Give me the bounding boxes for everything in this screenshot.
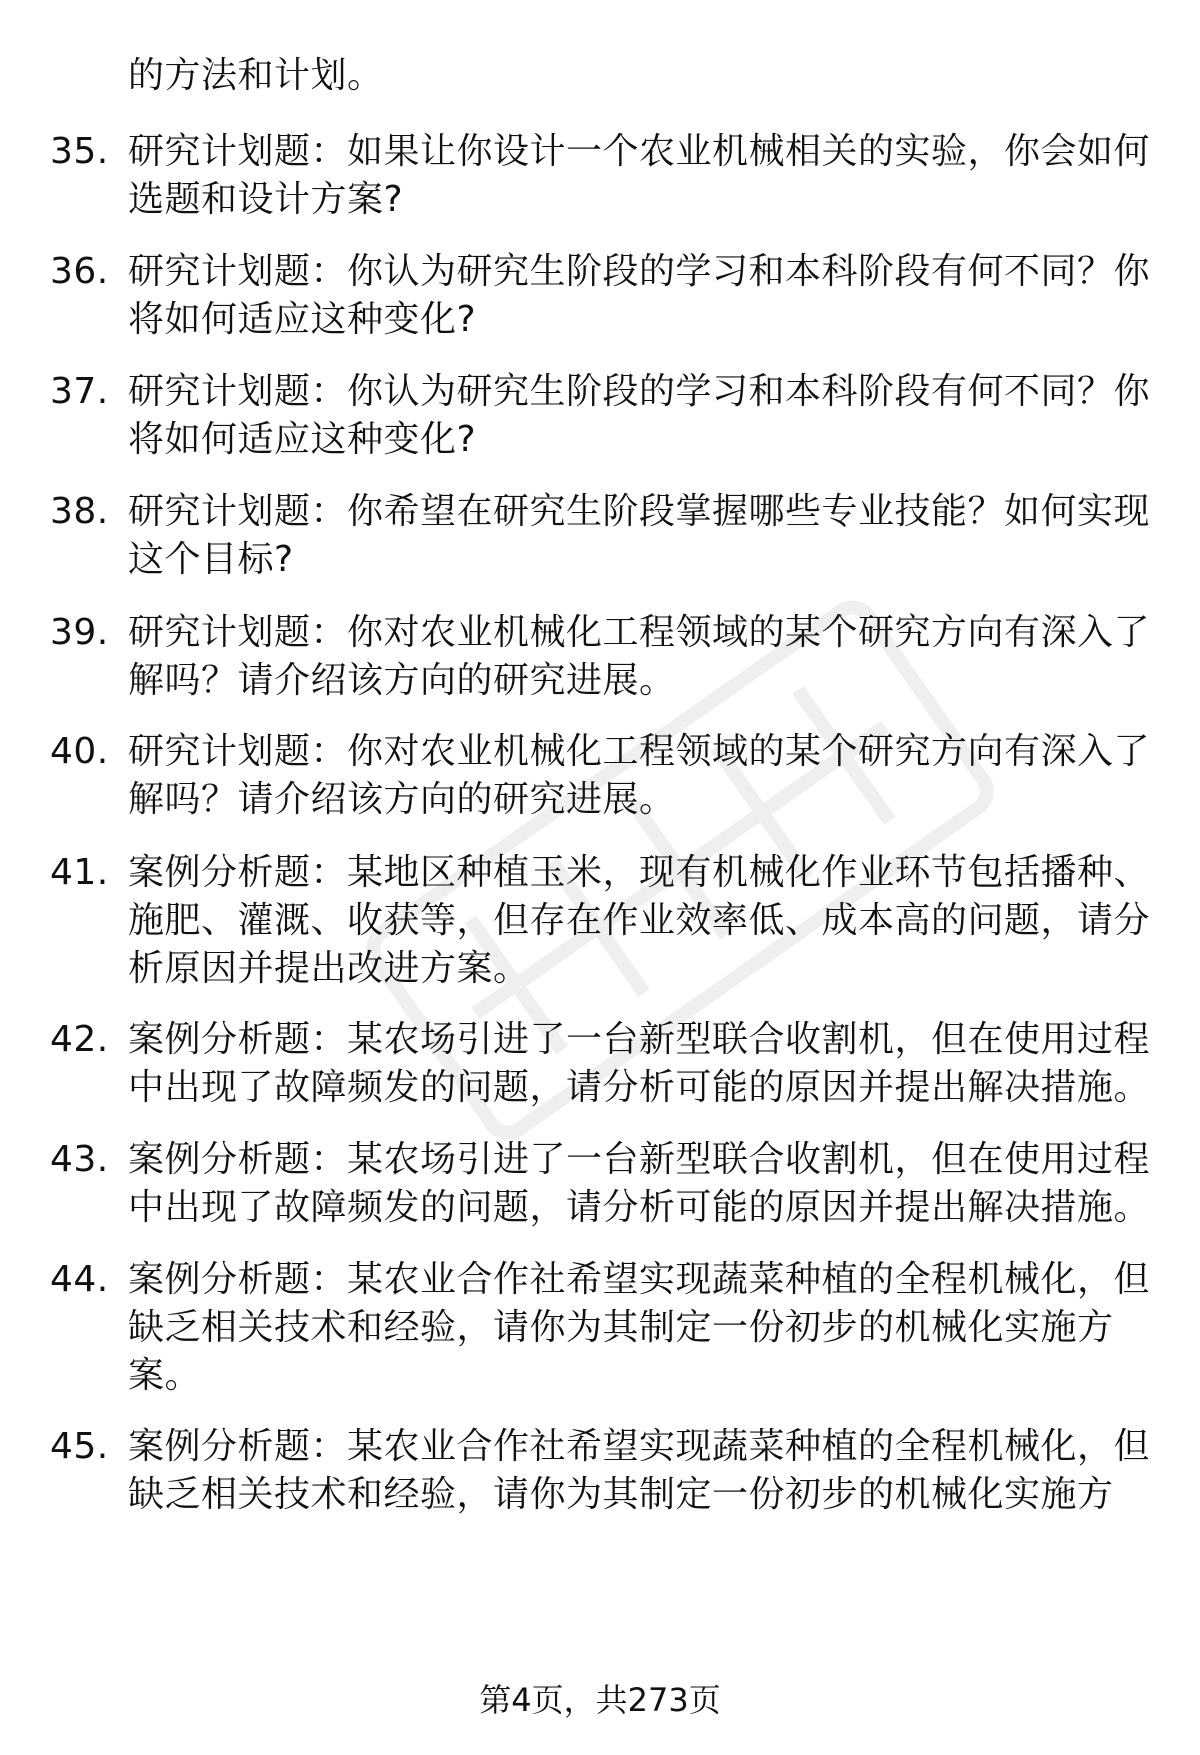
question-number: 35.: [50, 131, 109, 172]
question-number: 37.: [50, 371, 109, 412]
question-line: 析原因并提出改进方案。: [128, 948, 530, 989]
question-line: 案例分析题：某农场引进了一台新型联合收割机，但在使用过程: [128, 1139, 1151, 1180]
question-number: 43.: [50, 1139, 109, 1180]
question-line: 缺乏相关技术和经验，请你为其制定一份初步的机械化实施方: [128, 1307, 1114, 1348]
question-line: 中出现了故障频发的问题，请分析可能的原因并提出解决措施。: [128, 1187, 1151, 1228]
question-line: 案。: [128, 1355, 202, 1396]
question-line: 解吗？请介绍该方向的研究进展。: [128, 779, 676, 820]
question-line: 研究计划题：你对农业机械化工程领域的某个研究方向有深入了: [128, 612, 1151, 653]
question-line: 案例分析题：某农场引进了一台新型联合收割机，但在使用过程: [128, 1019, 1151, 1060]
question-line: 选题和设计方案?: [128, 179, 404, 220]
question-line: 研究计划题：如果让你设计一个农业机械相关的实验，你会如何: [128, 131, 1151, 172]
question-line: 这个目标?: [128, 539, 294, 580]
question-line: 将如何适应这种变化?: [128, 299, 477, 340]
question-number: 44.: [50, 1259, 109, 1300]
question-number: 45.: [50, 1426, 109, 1467]
question-number: 38.: [50, 491, 109, 532]
question-number: 36.: [50, 251, 109, 292]
question-number: 42.: [50, 1019, 109, 1060]
question-line: 案例分析题：某地区种植玉米，现有机械化作业环节包括播种、: [128, 852, 1151, 893]
question-line: 施肥、灌溉、收获等，但存在作业效率低、成本高的问题，请分: [128, 900, 1151, 941]
question-line: 案例分析题：某农业合作社希望实现蔬菜种植的全程机械化，但: [128, 1426, 1151, 1467]
continuation-text: 的方法和计划。: [128, 55, 384, 96]
question-line: 案例分析题：某农业合作社希望实现蔬菜种植的全程机械化，但: [128, 1259, 1151, 1300]
question-number: 39.: [50, 612, 109, 653]
question-line: 将如何适应这种变化?: [128, 419, 477, 460]
question-line: 中出现了故障频发的问题，请分析可能的原因并提出解决措施。: [128, 1067, 1151, 1108]
page-footer: 第4页，共273页: [479, 1681, 721, 1719]
question-line: 缺乏相关技术和经验，请你为其制定一份初步的机械化实施方: [128, 1474, 1114, 1515]
question-line: 研究计划题：你认为研究生阶段的学习和本科阶段有何不同？你: [128, 371, 1151, 412]
question-line: 研究计划题：你希望在研究生阶段掌握哪些专业技能？如何实现: [128, 491, 1151, 532]
question-number: 40.: [50, 731, 109, 772]
question-number: 41.: [50, 852, 109, 893]
question-line: 研究计划题：你认为研究生阶段的学习和本科阶段有何不同？你: [128, 251, 1151, 292]
question-line: 研究计划题：你对农业机械化工程领域的某个研究方向有深入了: [128, 731, 1151, 772]
question-line: 解吗？请介绍该方向的研究进展。: [128, 660, 676, 701]
